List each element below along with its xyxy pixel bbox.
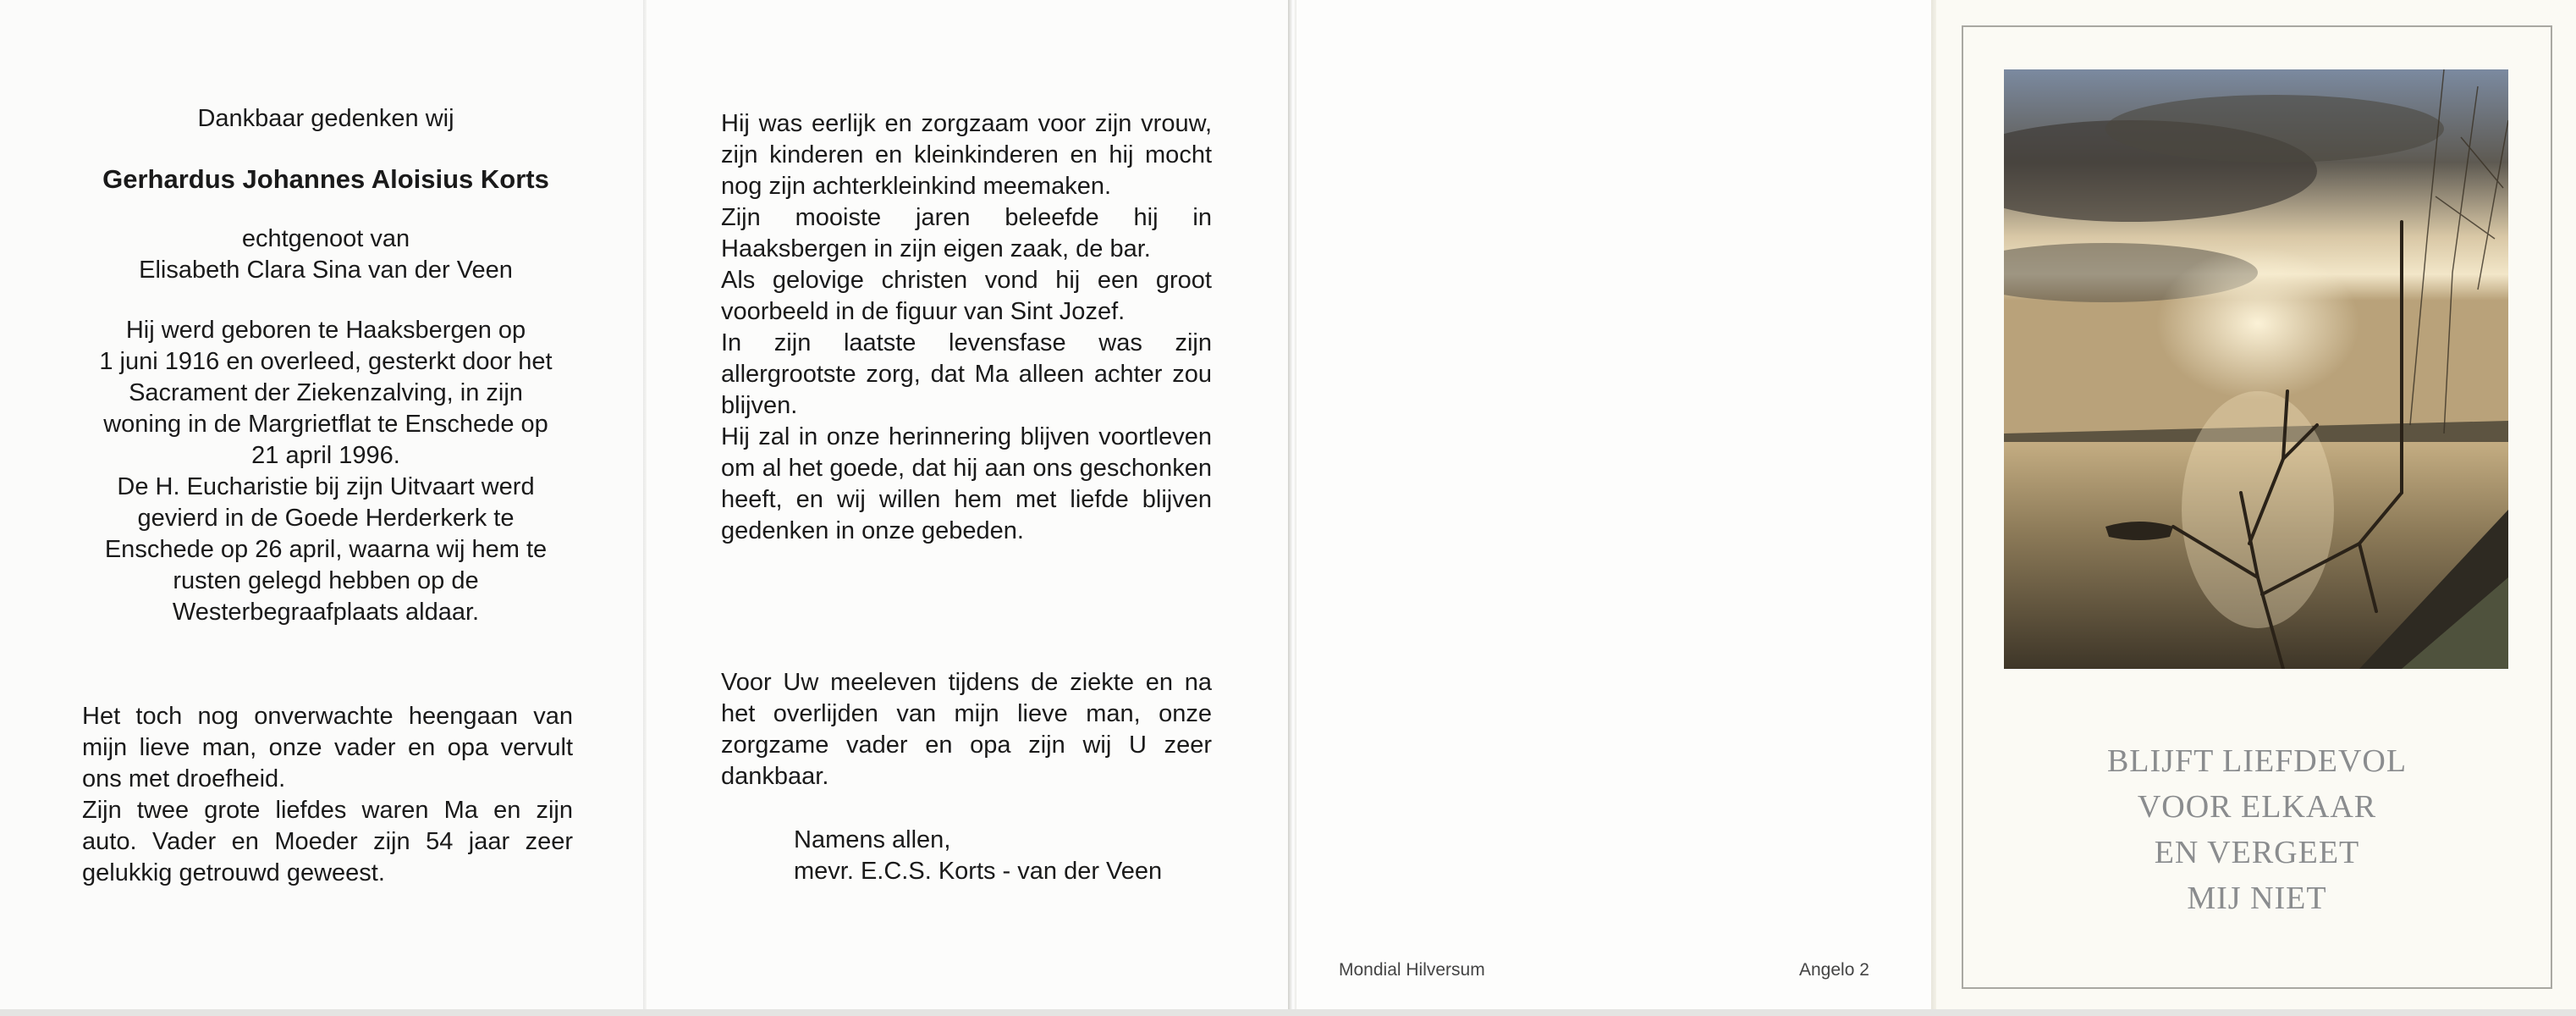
character-paragraph: Als gelovige christen vond hij een groot voorbeeld in de figuur van Sint Jozef.	[721, 267, 1212, 325]
bio-line: woning in de Margrietflat te Enschede op	[103, 411, 548, 438]
bio-line: 1 juni 1916 en overleed, gesterkt door het	[99, 348, 553, 375]
motto-line: BLIJFT LIEFDEVOL	[2106, 743, 2408, 779]
outer-fold	[1931, 0, 1936, 1009]
character-paragraph: Hij zal in onze herinnering blijven voortleven om al het goede, dat hij aan ons geschonken heeft, en wij willen hem met liefde blijven gedenken in onze gebeden.	[721, 423, 1212, 544]
signature-block	[794, 825, 1268, 887]
publisher-credit: Mondial Hilversum	[1339, 960, 1485, 980]
deceased-name: Gerhardus Johannes Aloisius Korts	[102, 164, 549, 194]
design-code: Angelo 2	[1799, 960, 1869, 980]
scan-edge	[0, 1009, 2576, 1016]
bio-line: Hij werd geboren te Haaksbergen op	[125, 317, 526, 344]
inner-fold	[643, 0, 647, 1009]
bio-line: De H. Eucharistie bij zijn Uitvaart werd	[117, 473, 535, 500]
thanks-section	[721, 667, 1212, 792]
spouse-block	[80, 224, 571, 286]
character-paragraph: Zijn mooiste jaren beleefde hij in Haaksbergen in zijn eigen zaak, de bar.	[721, 204, 1212, 262]
cover-photo	[2004, 69, 2508, 669]
cover-motto	[1972, 738, 2542, 921]
bio-line: rusten gelegd hebben op de	[173, 567, 479, 594]
signoff: Namens allen,	[794, 826, 951, 853]
spouse-label: echtgenoot van	[241, 225, 410, 252]
signature: mevr. E.C.S. Korts - van der Veen	[794, 858, 1163, 885]
biography	[80, 315, 571, 628]
spouse-name: Elisabeth Clara Sina van der Veen	[139, 257, 513, 284]
thanks-paragraph: Voor Uw meeleven tijdens de ziekte en na het overlijden van mijn lieve man, onze zorgzame vader en opa zijn wij U zeer dankbaar.	[721, 669, 1212, 790]
character-paragraph: Hij was eerlijk en zorgzaam voor zijn vrouw, zijn kinderen en kleinkinderen en hij mocht nog zijn achterkleinkind meemaken.	[721, 110, 1212, 200]
bio-line: Westerbegraafplaats aldaar.	[172, 599, 480, 626]
memory-section	[82, 701, 573, 889]
character-paragraph: In zijn laatste levensfase was zijn allergrootste zorg, dat Ma alleen achter zou blijven.	[721, 329, 1212, 419]
memory-paragraph: Zijn twee grote liefdes waren Ma en zijn auto. Vader en Moeder zijn 54 jaar zeer gelukkig getrouwd geweest.	[82, 797, 573, 886]
motto-line: MIJ NIET	[2187, 881, 2327, 916]
character-section	[721, 108, 1212, 547]
bio-line: Enschede op 26 april, waarna wij hem te	[104, 536, 548, 563]
motto-line: EN VERGEET	[2154, 835, 2360, 870]
motto-line: VOOR ELKAAR	[2137, 789, 2377, 825]
intro-block	[80, 103, 571, 628]
intro-line: Dankbaar gedenken wij	[197, 105, 454, 132]
card-gap	[1288, 0, 1296, 1009]
lake-sunset-image	[2004, 69, 2508, 669]
back-page	[1295, 0, 1934, 1009]
bio-line: gevierd in de Goede Herderkerk te	[137, 505, 515, 532]
bio-line: Sacrament der Ziekenzalving, in zijn	[129, 379, 523, 406]
bio-line: 21 april 1996.	[251, 442, 400, 469]
memory-paragraph: Het toch nog onverwachte heengaan van mijn lieve man, onze vader en opa vervult ons met droefheid.	[82, 703, 573, 792]
